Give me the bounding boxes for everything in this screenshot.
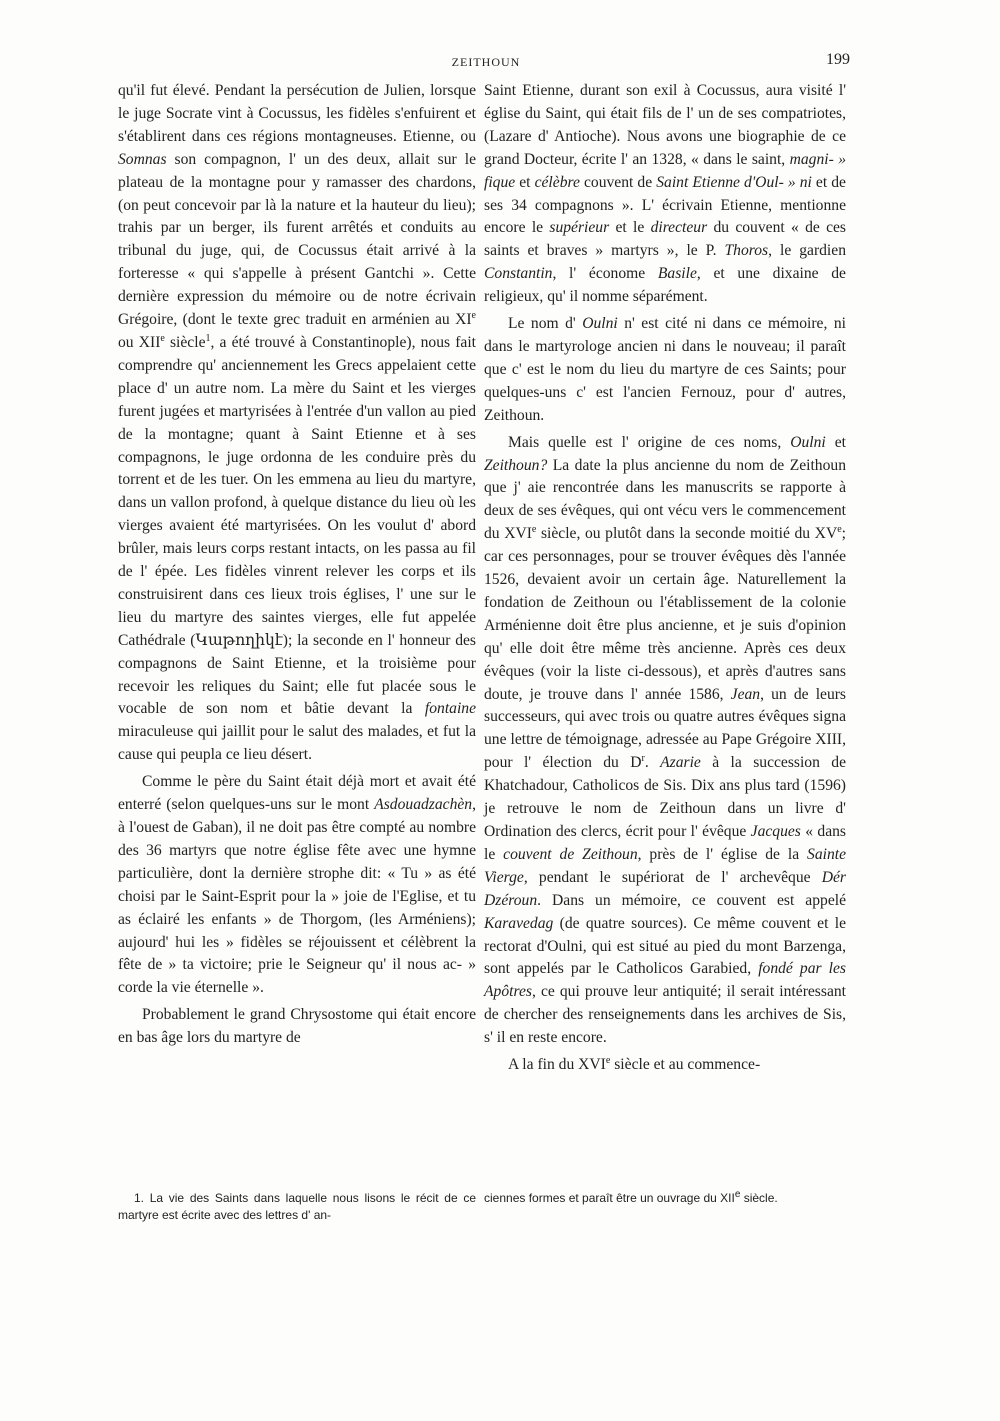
paragraph: Probablement le grand Chrysostome qui était encore en bas âge lors du martyre de xyxy=(118,1006,476,1047)
footnote-ref: 1 xyxy=(205,332,211,344)
footnote-right xyxy=(484,1190,846,1207)
footnote-left xyxy=(118,1190,476,1224)
left-column xyxy=(118,80,476,1050)
paragraph: qu'il fut élevé. Pendant la persécution de Julien, lorsque le juge Socrate vint à Cocussus, les fidèles s'enfuirent et s'établirent dans ces régions montagneuses. Etienne, ou Somnas son compagnon, l' un des deux, allait sur le plateau de la montagne pour y ramasser des chardons, (on peut concevoir par là la nature et la hauteur du lieu); trahis par un berger, ils furent arrêtés et conduits au tribunal du juge, qui, de Cocussus était arrivé à la forteresse « qui s'appelle à présent Gantchi ». Cette dernière expression du mémoire ou de notre écrivain Grégoire, (dont le texte grec traduit en arménien au XIe ou XIIe siècle$^1$, a été trouvé à Constantinople), nous fait comprendre qu' anciennement les Grecs appelaient cette place d' un autre nom. La mère du Saint et les vierges furent jugées et martyrisées à l'entrée d'un vallon au pied de la montagne; quant à Saint Etienne et à ses compagnons, le juge ordonna de les conduire près du torrent et de les tuer. On les emmena au lieu du martyre, dans un vallon profond, à quelque distance du lieu où les vierges avaient été martyrisées. On les voulut d' abord brûler, mais leurs corps restant intacts, on les passa au fil de l' épée. Les fidèles vinrent relever les corps et ils construisirent dans ces lieux trois églises, l' une sur le lieu du martyre des saintes vierges, elle fut appelée Cathédrale (Կաթողիկէ); la seconde en l' honneur des compagnons de Saint Etienne, et la troisième pour recevoir les reliques du Saint; elle fut placée sous le vocable de son nom et bâtie devant la fontaine miraculeuse qui jaillit pour le salut des malades, et fut la cause qui peupla ce lieu désert. xyxy=(118,82,476,764)
right-column xyxy=(484,80,846,1077)
footnote-text: ciennes formes et paraît être un ouvrage du XIIe siècle. xyxy=(484,1189,778,1205)
paragraph: Mais quelle est l' origine de ces noms, Oulni et Zeithoun? La date la plus ancienne du nom de Zeithoun que j' aie rencontrée dans les manuscrits se rapporte à deux de ses évêques, qui ont vécu vers le commencement du XVIe siècle, ou plutôt dans la seconde moitié du XVe; car ces personnages, pour se trouver évêques dès l'année 1526, devaient avoir un certain âge. Naturellement la fondation de Zeithoun ou l'établissement de la colonie Arménienne doit être plus ancienne, et je suis d'opinion qu' elle doit être même très ancienne. Après ces deux évêques (voir la liste ci-dessous), et après d'autres sans doute, je trouve dans l' année 1586, Jean, un de leurs successeurs, qui avec trois ou quatre autres évêques signa une lettre de témoignage, adressée au Pape Grégoire XIII, pour l' élection du $D^r$. Azarie à la succession de Khatchadour, Catholicos de Sis. Dix ans plus tard (1596) je retrouve le nom de Zeithoun dans un livre d' Ordination des clercs, écrit pour l' évêque Jacques « dans le couvent de Zeithoun, près de l' église de la Sainte Vierge, pendant le supériorat de l' archevêque Dér Dzéroun. Dans un mémoire, ce couvent est appelé Karavedag (de quatre sources). Ce même couvent et le rectorat d'Oulni, qui est situé au pied du mont Barzenga, sont appelés par le Catholicos Garabied, fondé par les Apôtres, ce qui prouve leur antiquité; il serait intéressant de chercher des renseignements dans les archives de Sis, s' il en reste encore. xyxy=(484,433,847,1047)
page-number: 199 xyxy=(826,51,850,68)
paragraph: A la fin du XVIe siècle et au commence- xyxy=(508,1054,761,1074)
running-title: ZEITHOUN xyxy=(451,55,521,69)
paragraph: Comme le père du Saint était déjà mort et avait été enterré (selon quelques-uns sur le mont Asdouadzachèn, à l'ouest de Gaban), il ne doit pas être compté au nombre des 36 martyrs que notre église fête avec une hymne particulière, dont la dernière strophe dit: « Tu » as été choisi par le Saint-Esprit pour la » joie de l'Eglise, et tu as éclairé les enfants » de Thorgom, (les Arméniens); aujourd' hui les » fidèles se réjouissent et célèbrent la fête de » ta victoire; prie le Seigneur qu' il nous ac- » corde la vie éternelle ». xyxy=(118,773,476,997)
footnote-text: 1. La vie des Saints dans laquelle nous lisons le récit de ce martyre est écrite avec des lettres d' an- xyxy=(118,1191,476,1222)
paragraph: Le nom d' Oulni n' est cité ni dans ce mémoire, ni dans le martyrologe ancien ni dans le nouveau; il paraît que c' est le nom du lieu du martyre de ces Saints; pour quelques-uns c' est l'ancien Fernouz, pour d' autres, Zeithoun. xyxy=(484,315,846,424)
paragraph: Saint Etienne, durant son exil à Cocussus, aura visité l' église du Saint, qui était fils de l' un de ses compatriotes, (Lazare d' Antioche). Nous avons une biographie de ce grand Docteur, écrite l' an 1328, « dans le saint, magni- » fique et célèbre couvent de Saint Etienne d'Oul- » ni et de ses 34 compagnons ». L' écrivain Etienne, mentionne encore le supérieur et le directeur du couvent « de ces saints et braves » martyrs », le P. Thoros, le gardien Constantin, l' économe Basile, et une dixaine de religieux, qu' il nomme séparément. xyxy=(484,82,846,306)
